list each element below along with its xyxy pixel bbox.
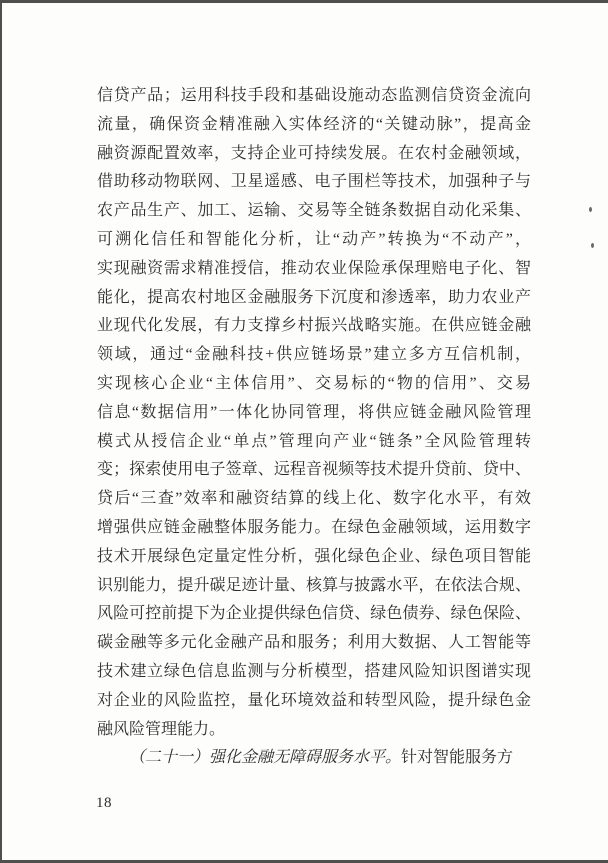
text-line: 领域，通过“金融科技+供应链场景”建立多方互信机制，	[97, 346, 531, 364]
text-line: 融资源配置效率，支持企业可持续发展。在农村金融领域，	[97, 144, 531, 162]
page-number: 18	[96, 795, 112, 811]
text-line: 农产品生产、加工、运输、交易等全链条数据自动化采集、	[97, 202, 531, 220]
text-line: 能化，提高农村地区金融服务下沉度和渗透率，助力农业产	[97, 288, 531, 306]
text-line: 对企业的风险监控，量化环境效益和转型风险，提升绿色金	[97, 691, 531, 709]
text-line: 业现代化发展，有力支撑乡村振兴战略实施。在供应链金融	[97, 317, 531, 335]
text-line: 技术建立绿色信息监测与分析模型，搭建风险知识图谱实现	[97, 662, 531, 680]
text-line: 实现核心企业“主体信用”、交易标的“物的信用”、交易	[97, 374, 531, 392]
text-line: 模式从授信企业“单点”管理向产业“链条”全风险管理转	[97, 432, 531, 450]
body-text	[97, 82, 531, 773]
text-line: 识别能力，提升碳足迹计量、核算与披露水平，在依法合规、	[97, 576, 531, 594]
text-line: 风险可控前提下为企业提供绿色信贷、绿色债券、绿色保险、	[97, 605, 531, 623]
text-line: 变；探索使用电子签章、远程音视频等技术提升贷前、贷中、	[97, 461, 531, 479]
scan-artifact	[589, 207, 592, 212]
section-body-start: 针对智能服务方	[401, 749, 514, 767]
scan-artifact	[591, 243, 594, 248]
text-line: 信息“数据信用”一体化协同管理，将供应链金融风险管理	[97, 403, 531, 421]
text-line: 贷后“三查”效率和融资结算的线上化、数字化水平，有效	[97, 490, 531, 508]
section-heading: （二十一）强化金融无障碍服务水平。	[129, 749, 402, 767]
text-line: 碳金融等多元化金融产品和服务；利用大数据、人工智能等	[97, 634, 531, 652]
text-line: 技术开展绿色定量定性分析，强化绿色企业、绿色项目智能	[97, 547, 531, 565]
text-line: 借助移动物联网、卫星遥感、电子围栏等技术，加强种子与	[97, 173, 531, 191]
text-line: 融风险管理能力。	[97, 720, 226, 738]
text-line: 实现融资需求精准授信，推动农业保险承保理赔电子化、智	[97, 259, 531, 277]
paragraph-continuation	[97, 82, 531, 744]
text-line: 流量，确保资金精准融入实体经济的“关键动脉”，提高金	[97, 115, 531, 133]
section-21-line	[97, 744, 531, 773]
text-line: 可溯化信任和智能化分析，让“动产”转换为“不动产”，	[97, 230, 531, 248]
text-line: 增强供应链金融整体服务能力。在绿色金融领域，运用数字	[97, 518, 531, 536]
text-line: 信贷产品；运用科技手段和基础设施动态监测信贷资金流向	[97, 87, 531, 104]
